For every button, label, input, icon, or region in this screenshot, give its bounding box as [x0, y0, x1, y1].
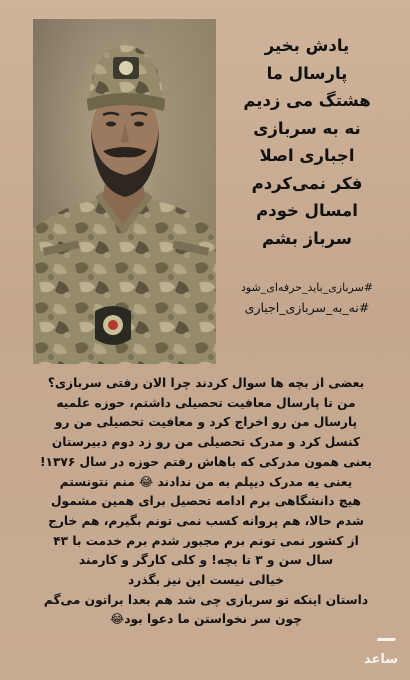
body-line: یعنی یه مدرک دیپلم به من ندادند 😂 منم نتونستم: [59, 474, 353, 489]
body-line: بعضی از بچه ها سوال کردند چرا الان رفتی سربازی؟: [47, 376, 365, 390]
hashtag[interactable]: #نه_به_سربازی_اجباری: [244, 300, 370, 315]
soldier-photo: [33, 19, 216, 364]
caption-line: نه به سربازی: [253, 118, 361, 138]
body-line: از کشور نمی تونم برم مجبور شدم برم خدمت با ۴۳: [53, 533, 359, 548]
caption-line: پارسال ما: [266, 63, 348, 83]
body-line: سال سن و ۳ تا بچه! و کلی کارگر و کارمند: [78, 553, 334, 568]
body-line: من تا پارسال معافیت تحصیلی داشتم، حوزه علمیه: [56, 395, 356, 410]
caption-line: هشتگ می زدیم: [243, 91, 371, 110]
caption-line: یادش بخیر: [264, 36, 350, 55]
caption-line: سرباز بشم: [261, 228, 353, 248]
body-line: کنسل کرد و مدرک تحصیلی من رو زد دوم دبیرستان: [51, 435, 361, 450]
hashtag-list: [222, 278, 392, 318]
body-line: یعنی همون مدرکی که باهاش رفتم حوزه در سال ۱۳۷۶!: [39, 454, 372, 469]
body-line: پارسال من رو اخراج کرد و معافیت تحصیلی من رو: [54, 415, 358, 430]
caption-text: [222, 32, 392, 252]
body-line: شدم حالا، هم پروانه کسب نمی تونم بگیرم، هم خارج: [48, 513, 364, 528]
caption-line: امسال خودم: [256, 201, 358, 220]
body-line: چون سر نخواستن ما دعوا بود😂: [110, 612, 302, 627]
body-line: داستان اینکه تو سربازی چی شد هم بعدا براتون می‌گم: [43, 592, 369, 607]
story-body-text: [10, 374, 402, 630]
caption-line: اجباری اصلا: [259, 146, 355, 165]
hashtag[interactable]: #سربازی_باید_حرفه‌ای_شود: [240, 281, 374, 294]
caption-line: فکر نمی‌کردم: [251, 173, 363, 193]
watermark-logo: [358, 644, 404, 674]
body-line: خیالی نیست این نیز بگذرد: [128, 573, 284, 588]
watermark-text: ساعد: [363, 651, 399, 667]
body-line: هیچ دانشگاهی برم ادامه تحصیل برای همین مشمول: [50, 494, 362, 509]
graduation-cap-icon: [374, 638, 396, 649]
soldier-portrait-photo: [33, 19, 216, 364]
